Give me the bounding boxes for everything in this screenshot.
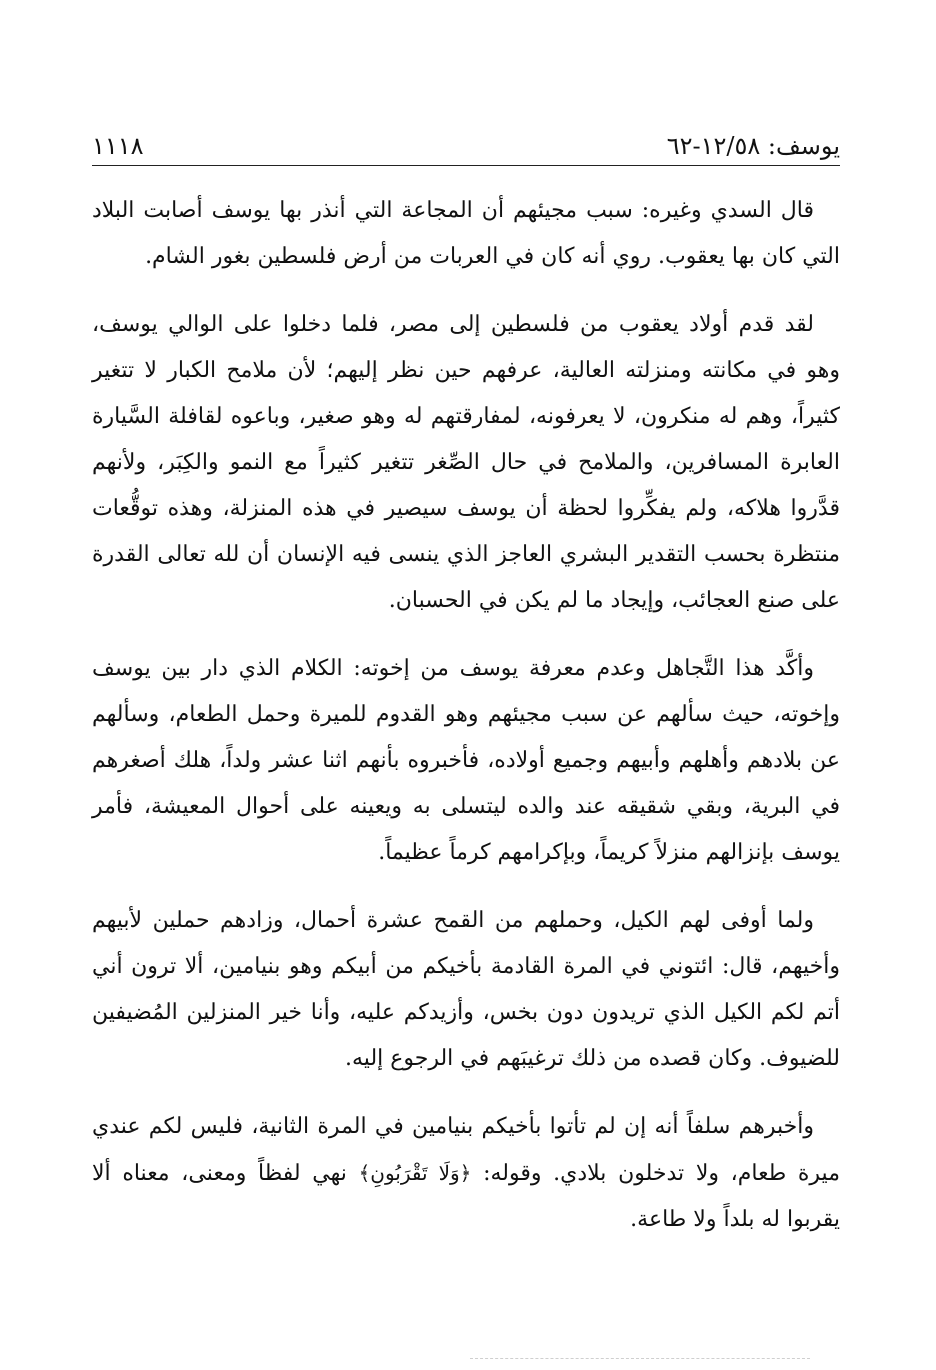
running-head: يوسف: ١٢/٥٨-٦٢ <box>666 132 840 160</box>
page-header <box>92 126 840 166</box>
paragraph-2: لقد قدم أولاد يعقوب من فلسطين إلى مصر، فلما دخلوا على الوالي يوسف، وهو في مكانته ومنزلته العالية، عرفهم حين نظر إليهم؛ لأن ملامح الكبار لا تتغير كثيراً، وهم له منكرون، لا يعرفونه، لمفارقتهم له وهو صغير، وباعوه لقافلة السَّيارة العابرة المسافرين، والملامح في حال الصِّغر تتغير كثيراً مع النمو والكِبَر، ولأنهم قدَّروا هلاكه، ولم يفكِّروا لحظة أن يوسف سيصير في هذه المنزلة، وهذه توقُّعات منتظرة بحسب التقدير البشري العاجز الذي ينسى فيه الإنسان أن لله تعالى القدرة على صنع العجائب، وإيجاد ما لم يكن في الحسبان. <box>92 312 840 613</box>
body-text <box>92 188 840 1265</box>
footer-scan-mark <box>470 1358 810 1359</box>
paragraph-5 <box>92 1104 840 1243</box>
paragraph-4: ولما أوفى لهم الكيل، وحملهم من القمح عشرة أحمال، وزادهم حملين لأبيهم وأخيهم، قال: ائتوني في المرة القادمة بأخيكم من أبيكم وهو بنيامين، ألا ترون أني أتم لكم الكيل الذي تريدون دون بخس، وأزيدكم عليه، وأنا خير المنزلين المُضيفين للضيوف. وكان قصده من ذلك ترغيبَهم في الرجوع إليه. <box>92 908 840 1071</box>
paragraph-5-text-after: نهي لفظاً ومعنى، معناه ألا يقربوا له بلداً ولا طاعة. <box>92 1161 840 1232</box>
page-number: ١١١٨ <box>92 132 144 160</box>
paragraph-1: قال السدي وغيره: سبب مجيئهم أن المجاعة التي أنذر بها يوسف أصابت البلاد التي كان بها يعقوب. روي أنه كان في العربات من أرض فلسطين بغور الشام. <box>92 198 840 269</box>
paragraph-3: وأكَّد هذا التَّجاهل وعدم معرفة يوسف من إخوته: الكلام الذي دار بين يوسف وإخوته، حيث سألهم عن سبب مجيئهم وهو القدوم للميرة وحمل الطعام، وسألهم عن بلادهم وأهلهم وأبيهم وجميع أولاده، فأخبروه بأنهم اثنا عشر ولداً، هلك أصغرهم في البرية، وبقي شقيقه عند والده ليتسلى به ويعينه على أحوال المعيشة، فأمر يوسف بإنزالهم منزلاً كريماً، وبإكرامهم كرماً عظيماً. <box>92 656 840 865</box>
header-rule <box>92 165 840 166</box>
paragraph-5-text-before: وأخبرهم سلفاً أنه إن لم تأتوا بأخيكم بنيامين في المرة الثانية، فليس لكم عندي ميرة طعام، ولا تدخلون بلادي. وقوله: <box>92 1114 840 1186</box>
quran-quote: ﴿وَلَا تَقْرَبُونِ﴾ <box>358 1161 472 1185</box>
